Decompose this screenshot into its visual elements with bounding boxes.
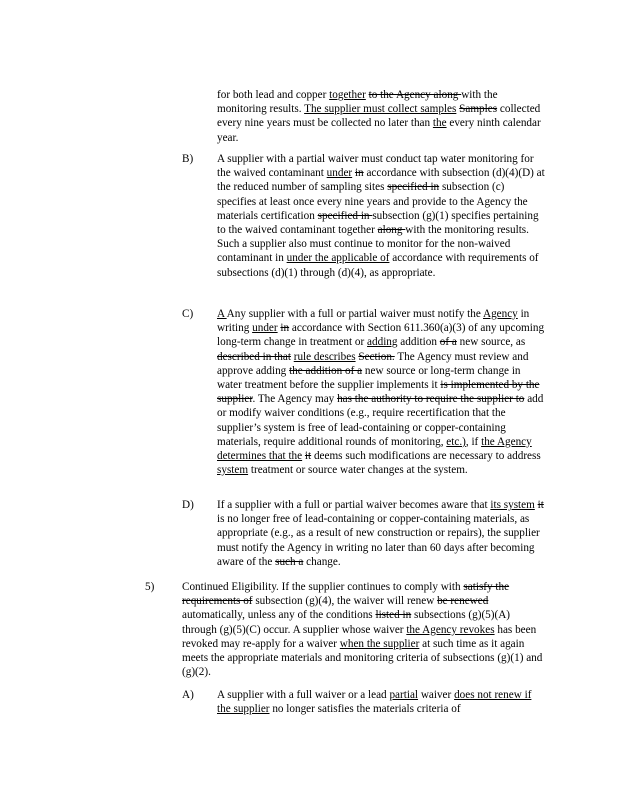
- deleted-text: it: [304, 450, 312, 463]
- inserted-text: the Agency revokes: [406, 623, 495, 636]
- text-run: accordance with Section 611.360(a)(3) of any upcoming long-term change in treatment or: [217, 322, 545, 349]
- deleted-text: has the authority to require the supplier to: [337, 393, 525, 406]
- paragraph-text: [217, 152, 546, 280]
- inserted-text: etc.): [446, 435, 466, 448]
- inserted-text: the Agency determines that the: [217, 435, 532, 463]
- inserted-text: The supplier must collect samples: [304, 103, 457, 116]
- text-run: The Agency must review and approve adding: [217, 350, 529, 377]
- text-run: waiver: [418, 689, 455, 701]
- deleted-text: satisfy the requirements of: [182, 581, 510, 608]
- text-run: deems such modifications are necessary to address: [311, 450, 541, 463]
- paragraph-text: [217, 498, 546, 569]
- text-run: at such time as it again meets the appropriate materials and monitoring criteria of subsections (g)(1) and (g)(2).: [182, 637, 543, 679]
- text-run: subsection (g)(1) specifies pertaining to the waived contaminant together: [217, 209, 539, 237]
- subsection-5-continued-eligibility: [182, 580, 544, 679]
- text-run: subsections (g)(5)(A) through (g)(5)(C) occur. A supplier whose waiver: [182, 609, 511, 636]
- text-run: automatically, unless any of the conditions: [182, 609, 376, 622]
- text-run: If a supplier with a full or partial waiver becomes aware that: [217, 499, 491, 511]
- text-run: has been revoked may re-apply for a waiver: [182, 623, 537, 650]
- inserted-text: the: [432, 117, 447, 130]
- text-run: with the monitoring results.: [217, 89, 498, 116]
- text-run: Continued Eligibility. If the supplier continues to comply with: [182, 581, 464, 593]
- text-run: is no longer free of lead-containing or copper-containing materials, as appropriate (e.g., as a result of new construction or repairs), the supplier must notify the Agency in writing no later than 60 days after becoming aware of the: [217, 513, 540, 568]
- deleted-text: described in that: [217, 350, 291, 363]
- inserted-text: system: [217, 464, 249, 477]
- text-run: new source, as: [456, 336, 526, 349]
- subsection-a: [217, 688, 546, 716]
- item-label-a: A): [182, 689, 194, 701]
- inserted-text: partial: [389, 689, 419, 701]
- continuation-paragraph: [217, 88, 546, 145]
- deleted-text: along: [377, 224, 406, 237]
- text-run: A supplier with a partial waiver must conduct tap water monitoring for the waived contaminant: [217, 153, 534, 180]
- item-label-c: C): [182, 308, 194, 320]
- text-run: for both lead and copper: [217, 89, 330, 101]
- inserted-text: under: [252, 322, 278, 335]
- inserted-text: Agency: [482, 308, 518, 320]
- text-run: subsection (g)(4), the waiver will renew: [252, 595, 438, 608]
- text-run: new source or long-term change in water treatment before the supplier implements it: [217, 364, 521, 392]
- text-run: add or modify waiver conditions (e.g., require recertification that the supplier’s system is free of lead-containing or copper-containing materials, require additional rounds of monitoring,: [217, 393, 544, 448]
- deleted-text: of a: [439, 336, 457, 349]
- deleted-text: specified in: [317, 209, 373, 222]
- deleted-text: in: [280, 322, 290, 335]
- text-run: . The Agency may: [252, 393, 338, 406]
- text-run: , if: [465, 435, 482, 448]
- text-run: subsection (c) specifies at least once every nine years and provide to the Agency the materials certification: [217, 181, 528, 222]
- inserted-text: under the applicable of: [286, 252, 390, 265]
- paragraph-text: [182, 580, 544, 679]
- subsection-d: [217, 498, 546, 569]
- inserted-text: under: [326, 167, 353, 180]
- deleted-text: in: [354, 167, 364, 180]
- text-run: change.: [303, 555, 341, 568]
- inserted-text: its system: [490, 499, 535, 511]
- text-run: accordance with subsection (d)(4)(D) at the reduced number of sampling sites: [217, 167, 545, 194]
- text-run: with the monitoring results. Such a supplier also must continue to monitor for the non-waived contaminant in: [217, 224, 529, 265]
- text-run: Any supplier with a full or partial waiver must notify the: [226, 308, 483, 320]
- text-run: in writing: [217, 308, 530, 335]
- inserted-text: rule describes: [293, 350, 356, 363]
- deleted-text: the addition of a: [289, 364, 363, 377]
- text-run: collected every nine years must be collected no later than: [217, 103, 541, 130]
- inserted-text: A: [217, 308, 227, 320]
- deleted-text: it: [537, 499, 544, 511]
- text-run: addition: [397, 336, 440, 349]
- paragraph-text: [217, 88, 546, 145]
- item-label-d: D): [182, 499, 194, 511]
- deleted-text: such a: [275, 555, 304, 568]
- item-label-5: 5): [145, 581, 155, 593]
- paragraph-text: [217, 688, 546, 716]
- deleted-text: listed in: [375, 609, 412, 622]
- inserted-text: when the supplier: [339, 637, 420, 650]
- subsection-b: [217, 152, 546, 280]
- deleted-text: is implemented by the supplier: [217, 379, 540, 406]
- deleted-text: specified in: [387, 181, 440, 194]
- text-run: accordance with requirements of subsections (d)(1) through (d)(4), as appropriate.: [217, 252, 539, 279]
- text-run: every ninth calendar year.: [217, 117, 541, 144]
- deleted-text: to the Agency along: [368, 89, 462, 101]
- text-run: no longer satisfies the materials criteria of: [269, 703, 461, 716]
- subsection-c: [217, 307, 546, 477]
- item-label-b: B): [182, 153, 194, 165]
- deleted-text: Samples: [459, 103, 498, 116]
- deleted-text: be renewed: [437, 595, 489, 608]
- text-run: A supplier with a full waiver or a lead: [217, 689, 390, 701]
- text-run: treatment or source water changes at the system.: [248, 464, 468, 477]
- inserted-text: together: [329, 89, 366, 101]
- inserted-text: does not renew if the supplier: [217, 689, 532, 716]
- paragraph-text: [217, 307, 546, 477]
- inserted-text: adding: [367, 336, 398, 349]
- deleted-text: Section.: [358, 350, 395, 363]
